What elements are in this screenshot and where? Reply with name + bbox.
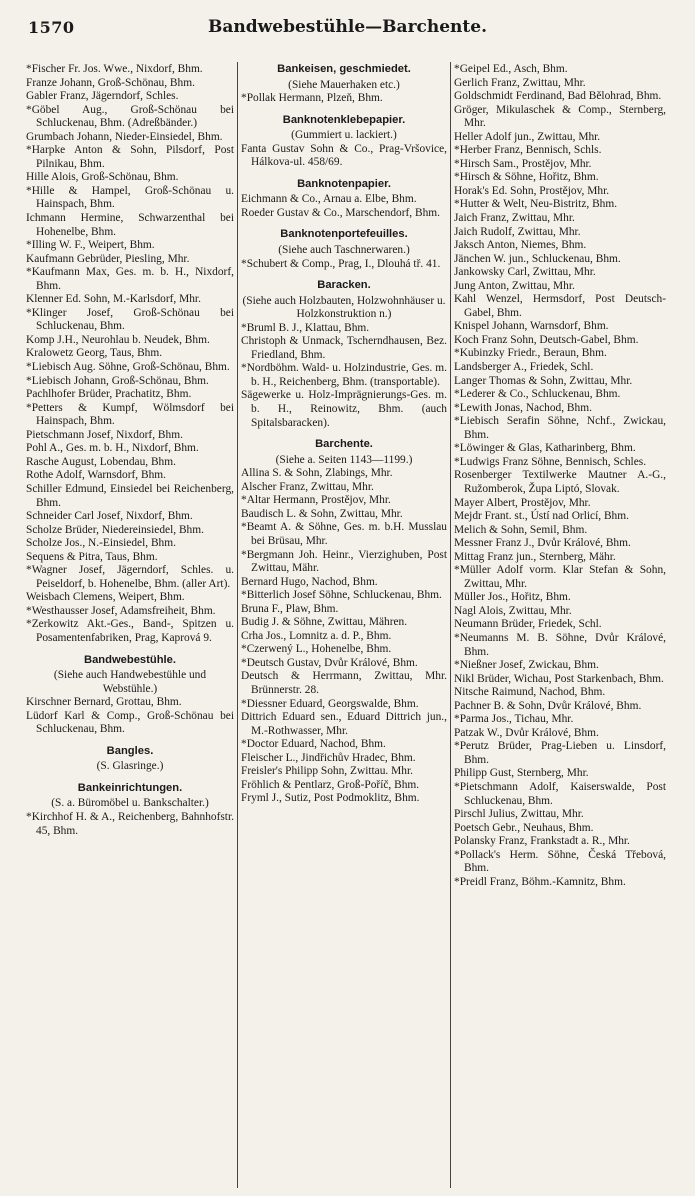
directory-entry: Sägewerke u. Holz-Imprägnierungs-Ges. m. b. H., Reinowitz, Bhm. (auch Spitalsbaracken). bbox=[241, 389, 447, 429]
directory-entry: Landsberger A., Friedek, Schl. bbox=[454, 361, 594, 374]
directory-entry: Pirschl Julius, Zwittau, Mhr. bbox=[454, 808, 584, 821]
directory-entry: Bernard Hugo, Nachod, Bhm. bbox=[241, 575, 378, 588]
directory-entry: *Altar Hermann, Prostějov, Mhr. bbox=[241, 494, 391, 507]
directory-entry: *Klinger Josef, Groß-Schönau bei Schluckenau, Bhm. bbox=[26, 306, 234, 333]
section-note: (S. Glasringe.) bbox=[96, 760, 164, 773]
directory-entry: Weisbach Clemens, Weipert, Bhm. bbox=[26, 591, 185, 604]
directory-entry: Kralowetz Georg, Taus, Bhm. bbox=[26, 347, 163, 360]
page-header bbox=[0, 0, 695, 46]
section-heading: Banknotenportefeuilles. bbox=[280, 228, 408, 241]
column-divider bbox=[450, 62, 451, 1188]
directory-entry: Ichmann Hermine, Schwarzenthal bei Hohenelbe, Bhm. bbox=[26, 212, 234, 238]
directory-entry: *Zerkowitz Akt.-Ges., Band-, Spitzen u. Posamentenfabriken, Prag, Kaprová 9. bbox=[26, 618, 234, 644]
directory-entry: Crha Jos., Lomnitz a. d. P., Bhm. bbox=[241, 629, 392, 642]
directory-entry: Alscher Franz, Zwittau, Mhr. bbox=[241, 480, 374, 493]
directory-entry: *Geipel Ed., Asch, Bhm. bbox=[454, 63, 568, 75]
directory-entry: Klenner Ed. Sohn, M.-Karlsdorf, Mhr. bbox=[26, 293, 201, 306]
directory-entry: *Schubert & Comp., Prag, I., Dlouhá tř. 41. bbox=[241, 257, 441, 270]
section-heading: Banknotenpapier. bbox=[297, 177, 391, 190]
directory-entry: *Wagner Josef, Jägerndorf, Schles. u. Peiseldorf, b. Hohenelbe, Bhm. (aller Art). bbox=[26, 564, 234, 590]
column-right bbox=[454, 63, 666, 1188]
directory-entry: Messner Franz J., Dvůr Králové, Bhm. bbox=[454, 537, 631, 550]
directory-entry: Jung Anton, Zwittau, Mhr. bbox=[454, 279, 575, 292]
directory-entry: Neumann Brüder, Friedek, Schl. bbox=[454, 618, 602, 631]
directory-entry: Budig J. & Söhne, Zwittau, Mähren. bbox=[241, 616, 408, 629]
directory-entry: Hille Alois, Groß-Schönau, Bhm. bbox=[26, 171, 179, 184]
directory-entry: *Kubinzky Friedr., Beraun, Bhm. bbox=[454, 347, 607, 360]
directory-entry: Knispel Johann, Warnsdorf, Bhm. bbox=[454, 320, 609, 333]
directory-entry: Freisler's Philipp Sohn, Zwittau. Mhr. bbox=[241, 765, 413, 778]
directory-entry: Grumbach Johann, Nieder-Einsiedel, Bhm. bbox=[26, 130, 223, 143]
directory-entry: *Doctor Eduard, Nachod, Bhm. bbox=[241, 738, 386, 751]
directory-entry: Jaich Rudolf, Zwittau, Mhr. bbox=[454, 225, 581, 238]
directory-entry: *Fischer Fr. Jos. Wwe., Nixdorf, Bhm. bbox=[26, 63, 203, 75]
directory-entry: *Hutter & Welt, Neu-Bistritz, Bhm. bbox=[454, 198, 618, 211]
directory-entry: Roeder Gustav & Co., Marschendorf, Bhm. bbox=[241, 206, 440, 219]
directory-entry: Sequens & Pitra, Taus, Bhm. bbox=[26, 550, 158, 563]
directory-entry: *Löwinger & Glas, Katharinberg, Bhm. bbox=[454, 442, 636, 455]
section-note: (Siehe auch Holzbauten, Holzwohnhäuser u. Holzkonstruktion n.) bbox=[242, 294, 446, 321]
directory-entry: *Nordböhm. Wald- u. Holzindustrie, Ges. m. b. H., Reichenberg, Bhm. (transportable). bbox=[241, 362, 447, 388]
directory-entry: Kaufmann Gebrüder, Piesling, Mhr. bbox=[26, 252, 190, 265]
section-heading: Bankeisen, geschmiedet. bbox=[277, 63, 411, 75]
section-heading: Bankeinrichtungen. bbox=[77, 781, 183, 794]
directory-entry: Dittrich Eduard sen., Eduard Dittrich jun., M.-Rothwasser, Mhr. bbox=[241, 711, 447, 737]
section-note: (Siehe a. Seiten 1143—1199.) bbox=[275, 453, 413, 466]
directory-entry: Allina S. & Sohn, Zlabings, Mhr. bbox=[241, 467, 393, 480]
directory-entry: Fleischer L., Jindřichův Hradec, Bhm. bbox=[241, 751, 416, 764]
directory-entry: Franze Johann, Groß-Schönau, Bhm. bbox=[26, 76, 195, 89]
directory-entry: *Ludwigs Franz Söhne, Bennisch, Schles. bbox=[454, 455, 647, 468]
section-note: (Siehe auch Taschnerwaren.) bbox=[278, 244, 410, 257]
directory-entry: Pachner B. & Sohn, Dvůr Králové, Bhm. bbox=[454, 699, 642, 712]
directory-entry: Langer Thomas & Sohn, Zwittau, Mhr. bbox=[454, 374, 633, 387]
directory-entry: Gerlich Franz, Zwittau, Mhr. bbox=[454, 76, 586, 89]
directory-entry: Nikl Brüder, Wichau, Post Starkenbach, Bhm. bbox=[454, 672, 664, 685]
directory-entry: *Göbel Aug., Groß-Schönau bei Schluckenau, Bhm. (Adreßbänder.) bbox=[26, 103, 234, 130]
directory-entry: *Kaufmann Max, Ges. m. b. H., Nixdorf, Bhm. bbox=[26, 266, 234, 292]
section-note: (S. a. Büromöbel u. Bankschalter.) bbox=[51, 797, 209, 810]
directory-entry: *Diessner Eduard, Georgswalde, Bhm. bbox=[241, 697, 419, 710]
directory-entry: Patzak W., Dvůr Králové, Bhm. bbox=[454, 726, 599, 739]
directory-entry: Nagl Alois, Zwittau, Mhr. bbox=[454, 604, 572, 617]
directory-entry: Nitsche Raimund, Nachod, Bhm. bbox=[454, 686, 606, 699]
section-note: (Gummiert u. lackiert.) bbox=[291, 129, 397, 142]
directory-entry: Pietschmann Josef, Nixdorf, Bhm. bbox=[26, 428, 183, 441]
directory-entry: Mittag Franz jun., Sternberg, Mähr. bbox=[454, 550, 616, 563]
directory-entry: *Perutz Brüder, Prag-Lieben u. Linsdorf, Bhm. bbox=[454, 740, 666, 766]
directory-entry: Lüdorf Karl & Comp., Groß-Schönau bei Schluckenau, Bhm. bbox=[26, 709, 234, 736]
column-middle bbox=[241, 63, 447, 1188]
section-heading: Baracken. bbox=[317, 279, 371, 292]
directory-entry: *Bitterlich Josef Söhne, Schluckenau, Bhm. bbox=[241, 589, 442, 602]
directory-entry: *Bergmann Joh. Heinr., Vierzighuben, Post Zwittau, Mähr. bbox=[241, 548, 447, 575]
directory-entry: Rothe Adolf, Warnsdorf, Bhm. bbox=[26, 469, 166, 482]
directory-entry: *Hirsch & Söhne, Hořitz, Bhm. bbox=[454, 171, 599, 184]
page-number: 1570 bbox=[28, 18, 75, 37]
directory-entry: *Liebisch Aug. Söhne, Groß-Schönau, Bhm. bbox=[26, 361, 230, 374]
directory-entry: *Petters & Kumpf, Wölmsdorf bei Hainspach, Bhm. bbox=[26, 401, 234, 428]
directory-entry: Gabler Franz, Jägerndorf, Schles. bbox=[26, 90, 179, 103]
directory-entry: *Bruml B. J., Klattau, Bhm. bbox=[241, 321, 370, 334]
directory-entry: *Müller Adolf vorm. Klar Stefan & Sohn, Zwittau, Mhr. bbox=[454, 564, 666, 590]
directory-entry: *Preidl Franz, Böhm.-Kamnitz, Bhm. bbox=[454, 875, 626, 888]
section-heading: Bangles. bbox=[106, 744, 154, 757]
directory-entry: *Pollack's Herm. Söhne, Česká Třebová, Bhm. bbox=[454, 848, 666, 875]
section-note: (Siehe Mauerhaken etc.) bbox=[288, 78, 400, 91]
directory-entry: *Pollak Hermann, Plzeň, Bhm. bbox=[241, 92, 383, 105]
directory-entry: Deutsch & Herrmann, Zwittau, Mhr. Brünnerstr. 28. bbox=[241, 670, 447, 696]
directory-entry: Rasche August, Lobendau, Bhm. bbox=[26, 455, 176, 468]
directory-entry: Horak's Ed. Sohn, Prostějov, Mhr. bbox=[454, 184, 610, 197]
directory-entry: Fryml J., Sutiz, Post Podmoklitz, Bhm. bbox=[241, 792, 420, 805]
directory-entry: Pachlhofer Brüder, Prachatitz, Bhm. bbox=[26, 388, 192, 401]
directory-entry: *Lederer & Co., Schluckenau, Bhm. bbox=[454, 388, 621, 401]
directory-entry: *Neumanns M. B. Söhne, Dvůr Králové, Bhm. bbox=[454, 631, 666, 658]
directory-entry: Kirschner Bernard, Grottau, Bhm. bbox=[26, 696, 182, 709]
directory-entry: Fanta Gustav Sohn & Co., Prag-Vršovice, Hálkova-ul. 458/69. bbox=[241, 142, 447, 169]
directory-entry: *Westhausser Josef, Adamsfreiheit, Bhm. bbox=[26, 604, 216, 617]
directory-entry: Philipp Gust, Sternberg, Mhr. bbox=[454, 767, 589, 780]
directory-entry: Scholze Jos., N.-Einsiedel, Bhm. bbox=[26, 537, 176, 550]
directory-entry: Christoph & Unmack, Tscherndhausen, Bez. Friedland, Bhm. bbox=[241, 335, 447, 361]
section-note: (Siehe auch Handwebestühle und Webstühle.) bbox=[53, 669, 207, 695]
section-heading: Banknotenklebepapier. bbox=[282, 113, 406, 126]
directory-entry: *Harpke Anton & Sohn, Pilsdorf, Post Pilnikau, Bhm. bbox=[26, 144, 234, 170]
page-title: Bandwebestühle—Barchente. bbox=[207, 17, 487, 37]
directory-entry: *Lewith Jonas, Nachod, Bhm. bbox=[454, 401, 592, 414]
directory-entry: *Hille & Hampel, Groß-Schönau u. Hainspach, Bhm. bbox=[26, 184, 234, 211]
directory-entry: Schiller Edmund, Einsiedel bei Reichenberg, Bhm. bbox=[26, 482, 234, 509]
directory-entry: *Pietschmann Adolf, Kaiserswalde, Post Schluckenau, Bhm. bbox=[454, 780, 666, 807]
directory-entry: *Beamt A. & Söhne, Ges. m. b.H. Musslau bei Brüsau, Mhr. bbox=[241, 521, 447, 547]
directory-entry: Bruna F., Plaw, Bhm. bbox=[241, 602, 339, 615]
directory-entry: *Parma Jos., Tichau, Mhr. bbox=[454, 713, 574, 726]
directory-entry: *Deutsch Gustav, Dvůr Králové, Bhm. bbox=[241, 656, 418, 669]
directory-entry: Rosenberger Textilwerke Mautner A.-G., Ružomberok, Župa Liptó, Slovak. bbox=[454, 469, 666, 495]
column-divider bbox=[237, 62, 238, 1188]
directory-entry: Baudisch L. & Sohn, Zwittau, Mhr. bbox=[241, 507, 403, 520]
directory-entry: Komp J.H., Neurohlau b. Neudek, Bhm. bbox=[26, 333, 210, 346]
directory-entry: Scholze Brüder, Niedereinsiedel, Bhm. bbox=[26, 523, 204, 536]
directory-entry: Gröger, Mikulaschek & Comp., Sternberg, Mhr. bbox=[454, 103, 666, 130]
section-heading: Barchente. bbox=[315, 438, 373, 451]
directory-entry: *Nießner Josef, Zwickau, Bhm. bbox=[454, 659, 599, 672]
directory-entry: Schneider Carl Josef, Nixdorf, Bhm. bbox=[26, 510, 193, 523]
directory-entry: Fröhlich & Pentlarz, Groß-Poříč, Bhm. bbox=[241, 778, 420, 791]
directory-entry: Poetsch Gebr., Neuhaus, Bhm. bbox=[454, 821, 594, 834]
directory-entry: Jaksch Anton, Niemes, Bhm. bbox=[454, 239, 587, 252]
directory-entry: Goldschmidt Ferdinand, Bad Bělohrad, Bhm. bbox=[454, 90, 662, 103]
directory-entry: Koch Franz Sohn, Deutsch-Gabel, Bhm. bbox=[454, 333, 639, 346]
directory-entry: *Illing W. F., Weipert, Bhm. bbox=[26, 239, 155, 252]
directory-entry: Polansky Franz, Frankstadt a. R., Mhr. bbox=[454, 835, 630, 848]
directory-entry: Jankowsky Carl, Zwittau, Mhr. bbox=[454, 266, 596, 279]
directory-entry: Mayer Albert, Prostějov, Mhr. bbox=[454, 496, 591, 509]
column-left bbox=[26, 63, 234, 1188]
directory-entry: Eichmann & Co., Arnau a. Elbe, Bhm. bbox=[241, 193, 417, 206]
section-heading: Bandwebestühle. bbox=[83, 653, 176, 666]
directory-entry: *Hirsch Sam., Prostějov, Mhr. bbox=[454, 157, 592, 170]
directory-entry: Jänchen W. jun., Schluckenau, Bhm. bbox=[454, 252, 621, 265]
directory-entry: *Kirchhof H. & A., Reichenberg, Bahnhofstr. 45, Bhm. bbox=[26, 810, 234, 837]
directory-entry: *Herber Franz, Bennisch, Schls. bbox=[454, 144, 602, 157]
directory-entry: *Liebisch Johann, Groß-Schönau, Bhm. bbox=[26, 374, 209, 387]
directory-entry: *Czerwený L., Hohenelbe, Bhm. bbox=[241, 643, 392, 656]
directory-entry: Kahl Wenzel, Hermsdorf, Post Deutsch-Gabel, Bhm. bbox=[454, 293, 666, 319]
directory-entry: Melich & Sohn, Semil, Bhm. bbox=[454, 523, 588, 536]
directory-entry: Pohl A., Ges. m. b. H., Nixdorf, Bhm. bbox=[26, 442, 199, 455]
directory-entry: *Liebisch Serafin Söhne, Nchf., Zwickau, Bhm. bbox=[454, 415, 666, 441]
directory-entry: Mejdr Frant. st., Ústí nad Orlicí, Bhm. bbox=[454, 510, 629, 523]
directory-entry: Jaich Franz, Zwittau, Mhr. bbox=[454, 212, 575, 225]
directory-entry: Heller Adolf jun., Zwittau, Mhr. bbox=[454, 130, 601, 143]
directory-entry: Müller Jos., Hořitz, Bhm. bbox=[454, 591, 571, 604]
